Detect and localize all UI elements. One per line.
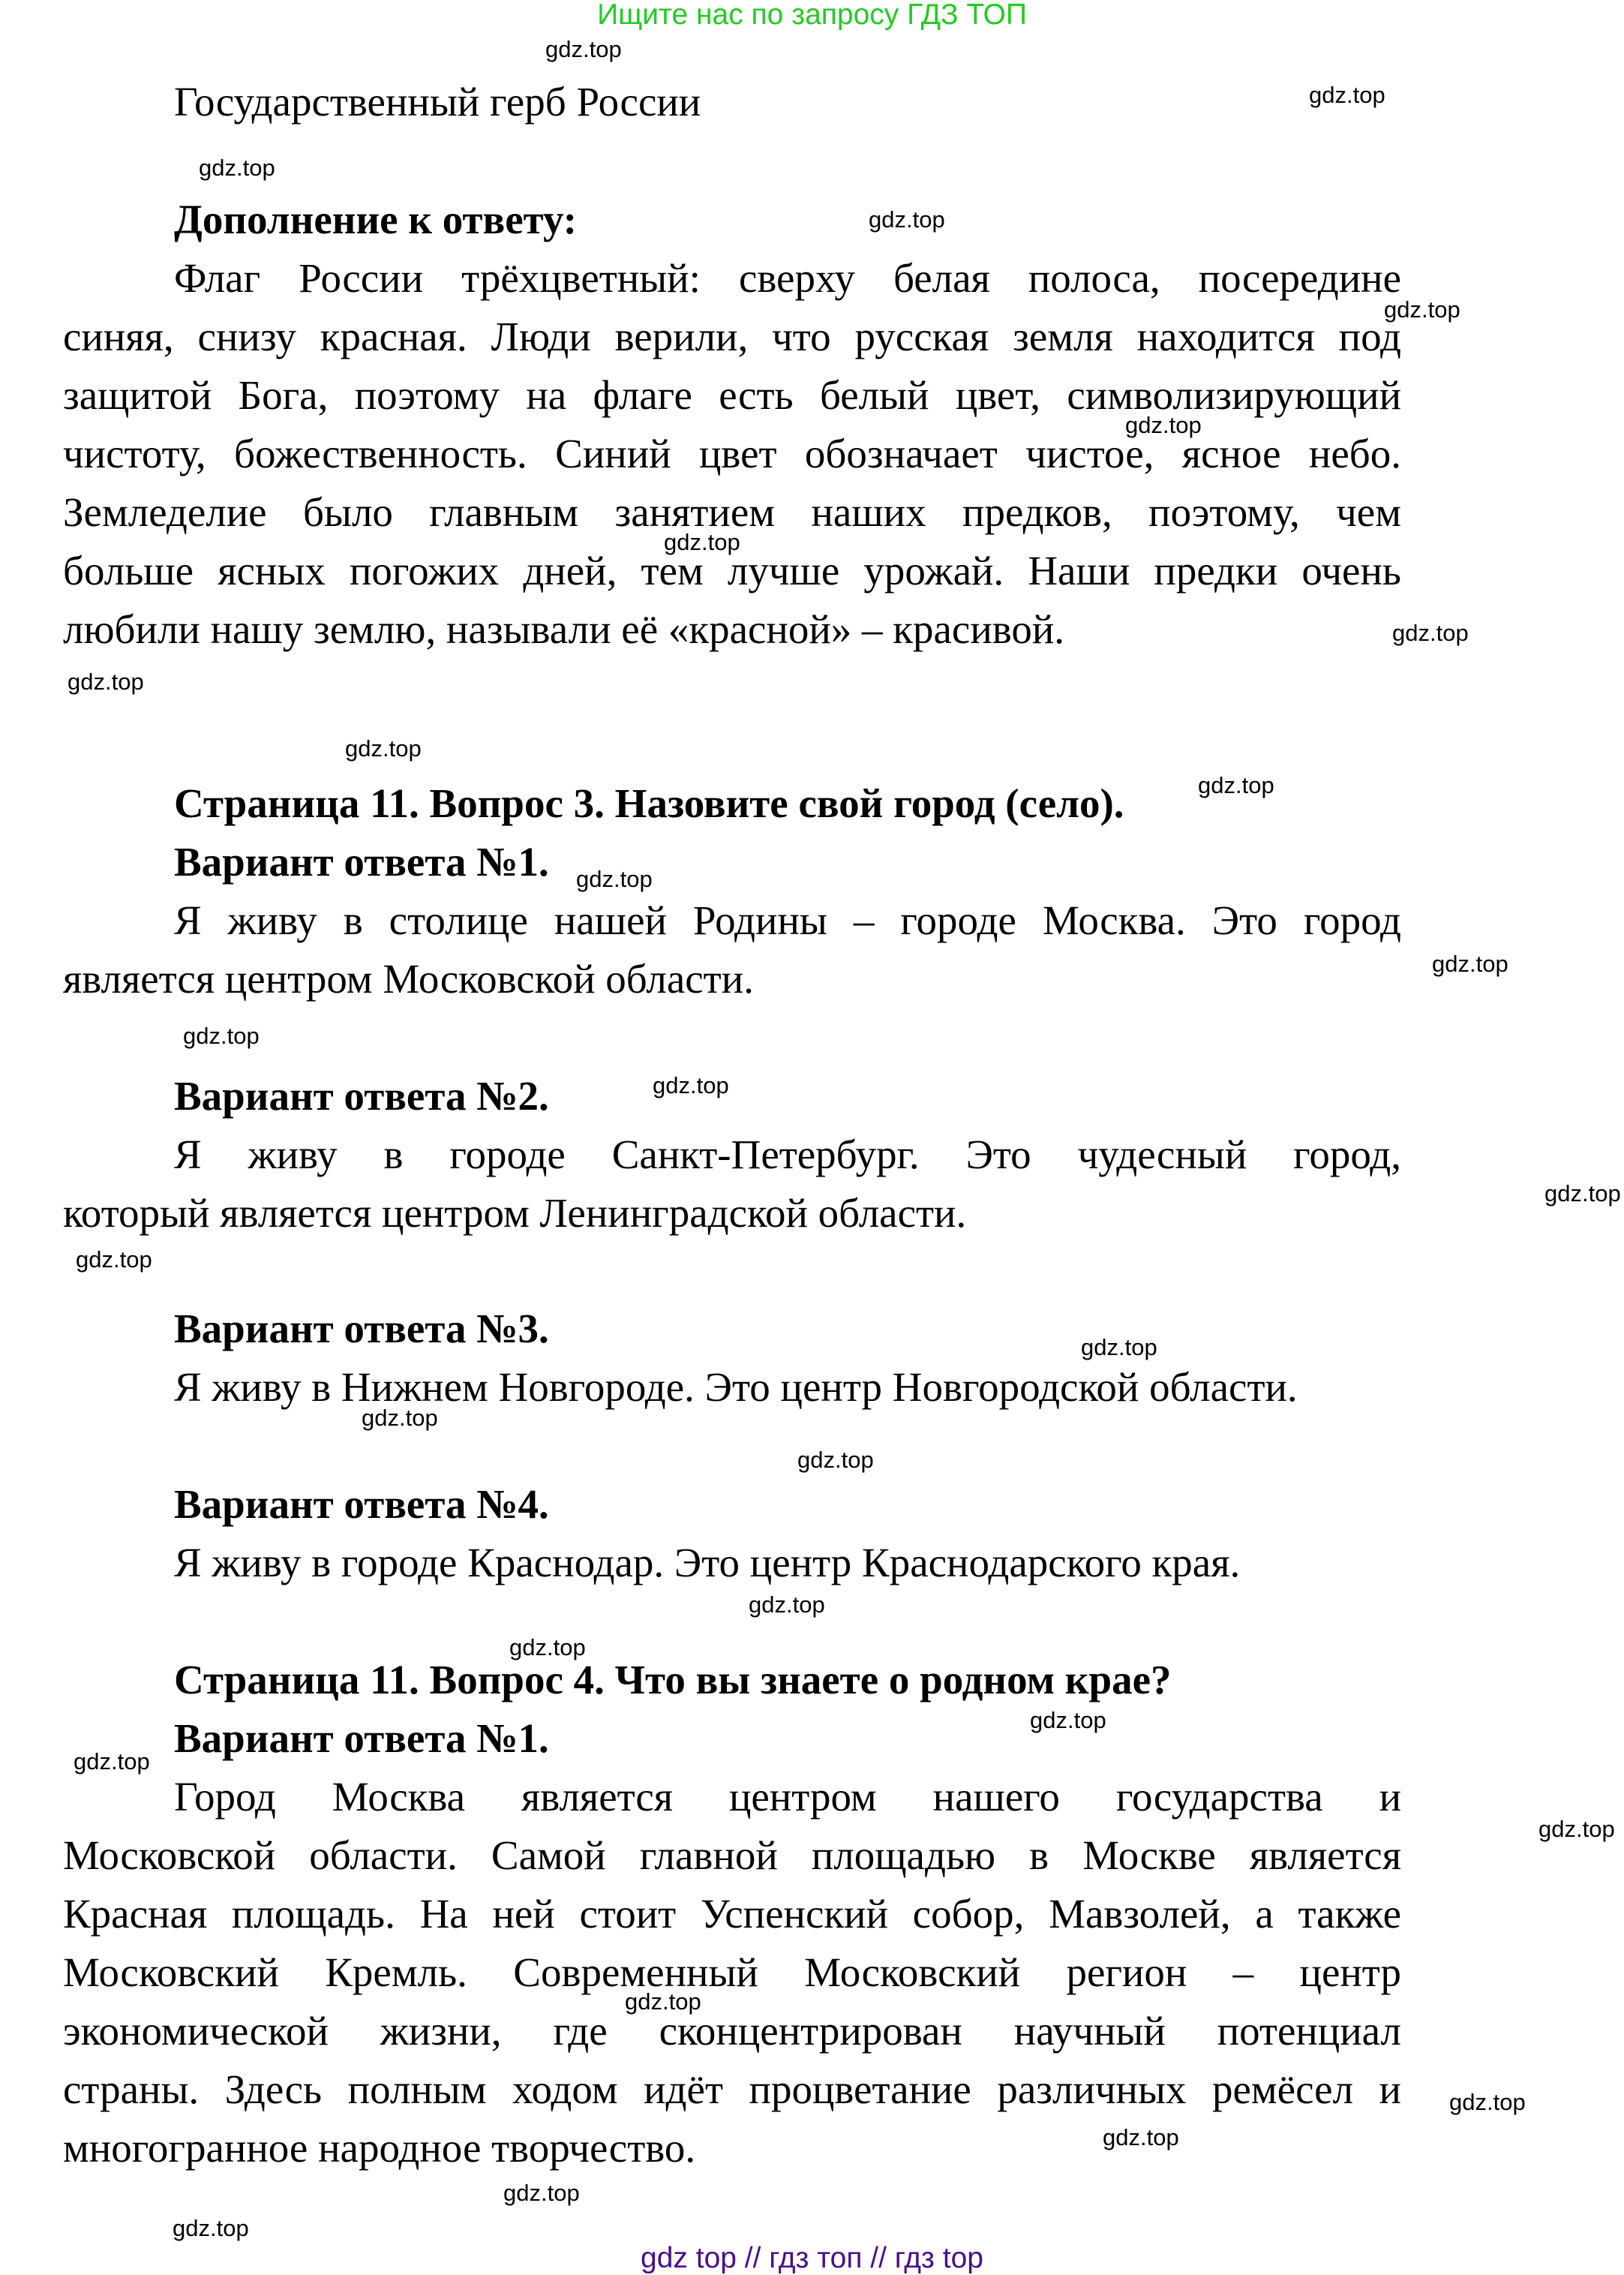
paragraph-line: защитой Бога, поэтому на флаге есть белый цвет, символизирующий	[63, 372, 1401, 418]
watermark: gdz.top	[345, 735, 422, 762]
watermark: gdz.top	[1384, 296, 1460, 323]
watermark: gdz.top	[1198, 772, 1274, 798]
paragraph-line: Флаг России трёхцветный: сверху белая полоса, посередине	[174, 255, 1401, 301]
watermark: gdz.top	[653, 1072, 729, 1098]
watermark: gdz.top	[749, 1591, 825, 1618]
variant-title: Вариант ответа №1.	[174, 839, 549, 885]
watermark: gdz.top	[1538, 1816, 1615, 1842]
paragraph-line: Я живу в городе Санкт-Петербург. Это чудесный город,	[174, 1131, 1401, 1177]
watermark: gdz.top	[173, 2215, 249, 2241]
watermark: gdz.top	[183, 1023, 260, 1049]
paragraph-line: многогранное народное творчество.	[63, 2125, 696, 2171]
paragraph-line: Московский Кремль. Современный Московский регион – центр	[63, 1949, 1401, 1995]
paragraph-line: является центром Московской области.	[63, 956, 754, 1002]
watermark: gdz.top	[797, 1447, 874, 1473]
watermark: gdz.top	[199, 155, 275, 181]
question-4-heading: Страница 11. Вопрос 4. Что вы знаете о родном крае?	[174, 1657, 1172, 1702]
paragraph-line: экономической жизни, где сконцентрирован научный потенциал	[63, 2008, 1401, 2054]
watermark: gdz.top	[1081, 1334, 1157, 1360]
watermark: gdz.top	[1103, 2124, 1179, 2150]
watermark: gdz.top	[545, 36, 622, 62]
footer-banner[interactable]: gdz top // гдз топ // гдз top	[641, 2242, 983, 2274]
watermark: gdz.top	[509, 1634, 586, 1660]
watermark: gdz.top	[362, 1405, 438, 1431]
watermark: gdz.top	[1309, 82, 1385, 108]
watermark: gdz.top	[1125, 412, 1202, 438]
watermark: gdz.top	[625, 1988, 701, 2015]
paragraph-line: Город Москва является центром нашего государства и	[174, 1774, 1401, 1820]
paragraph-line: больше ясных погожих дней, тем лучше урожай. Наши предки очень	[63, 548, 1401, 594]
header-banner[interactable]: Ищите нас по запросу ГДЗ ТОП	[597, 0, 1027, 31]
addition-heading: Дополнение к ответу:	[174, 197, 578, 242]
watermark: gdz.top	[1449, 2089, 1526, 2115]
paragraph-line: Московской области. Самой главной площадью в Москве является	[63, 1832, 1401, 1878]
watermark: gdz.top	[74, 1748, 150, 1775]
watermark: gdz.top	[1030, 1707, 1106, 1733]
paragraph-line: Я живу в городе Краснодар. Это центр Краснодарского края.	[174, 1540, 1241, 1585]
paragraph-line: синяя, снизу красная. Люди верили, что русская земля находится под	[63, 314, 1401, 359]
paragraph-line: чистоту, божественность. Синий цвет обозначает чистое, ясное небо.	[63, 431, 1401, 476]
paragraph-line: Я живу в столице нашей Родины – городе Москва. Это город	[174, 897, 1401, 943]
watermark: gdz.top	[576, 866, 653, 892]
variant-title: Вариант ответа №1.	[174, 1715, 549, 1761]
paragraph-line: страны. Здесь полным ходом идёт процветание различных ремёсел и	[63, 2066, 1401, 2112]
paragraph-line: любили нашу землю, называли её «красной» – красивой.	[63, 606, 1065, 652]
variant-title: Вариант ответа №2.	[174, 1073, 549, 1119]
paragraph-line: который является центром Ленинградской области.	[63, 1190, 967, 1236]
watermark: gdz.top	[503, 2180, 580, 2206]
caption: Государственный герб России	[174, 79, 701, 125]
watermark: gdz.top	[869, 206, 945, 233]
watermark: gdz.top	[68, 669, 144, 695]
paragraph-line: Красная площадь. На ней стоит Успенский собор, Мавзолей, а также	[63, 1891, 1401, 1937]
watermark: gdz.top	[1392, 620, 1469, 646]
paragraph-line: Земледелие было главным занятием наших предков, поэтому, чем	[63, 489, 1401, 535]
watermark: gdz.top	[1432, 951, 1508, 977]
watermark: gdz.top	[664, 529, 740, 555]
watermark: gdz.top	[76, 1246, 152, 1273]
variant-title: Вариант ответа №3.	[174, 1306, 549, 1351]
variant-title: Вариант ответа №4.	[174, 1481, 549, 1527]
paragraph-line: Я живу в Нижнем Новгороде. Это центр Новгородской области.	[174, 1364, 1298, 1410]
question-3-heading: Страница 11. Вопрос 3. Назовите свой город (село).	[174, 780, 1124, 826]
watermark: gdz.top	[1544, 1180, 1621, 1207]
